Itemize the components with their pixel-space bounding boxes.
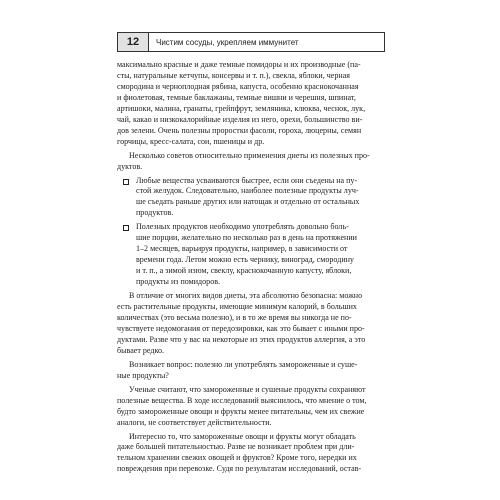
text-line: чай, какао и низкокалорийные изделия из него, орехи, большинство ви- <box>117 114 363 124</box>
bullet-item <box>117 176 383 220</box>
text-line: сты, натуральные кетчупы, консервы и т. п.), свекла, яблоки, черная <box>117 70 350 80</box>
text-line: и т. п., а зимой изюм, свеклу, краснокочанную капусту, яблоки, <box>136 266 352 276</box>
bullet-text <box>136 222 383 288</box>
paragraph <box>117 60 383 148</box>
text-line: бывает редко. <box>117 345 164 355</box>
text-line: дуктами. Разве что у вас на некоторые из этих продуктов аллергия, а это <box>117 334 366 344</box>
text-line: времени года. Летом можно есть чернику, виноград, смородину <box>136 255 354 265</box>
text-line: повреждения при перевозке. Судя по результатам исследований, остав- <box>117 464 362 474</box>
text-line: В отличие от многих видов диеты, эта абсолютно безопасна: можно <box>129 291 363 301</box>
text-line: шие порции, желательно по несколько раз в день на протяжении <box>136 233 357 243</box>
text-line: будто замороженные овощи и фрукты менее питательны, чем их свежие <box>117 406 365 416</box>
paragraph <box>117 151 383 173</box>
text-line: полезные вещества. В ходе исследований выяснилось, что мнение о том, <box>117 395 367 405</box>
text-line: продуктов. <box>136 208 174 218</box>
paragraph <box>117 291 383 357</box>
paragraph <box>117 360 383 382</box>
text-line: Любые вещества усваиваются быстрее, если они съедены на пу- <box>136 175 358 185</box>
text-line: максимально красные и даже темные помидоры и их производные (па- <box>117 60 361 69</box>
text-line: дов зелени. Очень полезны проростки фасоли, гороха, люцерны, семян <box>117 125 362 135</box>
text-line: горчицы, кресс-салата, сои, пшеницы и др. <box>117 136 265 146</box>
paragraph <box>117 432 383 476</box>
text-line: и фиолетовая, темные баклажаны, темные вишни и черешня, шпинат, <box>117 92 356 102</box>
text-line: Ученые считают, что замороженные и сушеные продукты сохраняют <box>129 384 366 394</box>
text-line: ше съедать раньше других или натощак и отдельно от остальных <box>136 197 360 207</box>
text-line: Интересно то, что замороженные овощи и фрукты могут обладать <box>129 431 356 441</box>
text-line: смородина и черноплодная рябина, капуста, особенно краснокочанная <box>117 81 359 91</box>
running-header <box>117 32 385 52</box>
running-title: Чистим сосуды, укрепляем иммунитет <box>156 37 299 47</box>
text-line: чувствуете недомогания от передозировки, как это бывает с иными про- <box>117 323 365 333</box>
text-line: дуктов. <box>117 161 143 171</box>
page-number: 12 <box>118 33 149 51</box>
bullet-item <box>117 222 383 288</box>
page-body <box>117 60 383 475</box>
text-line: аналоги, не соответствует действительности. <box>117 417 272 427</box>
text-line: даже большей питательностью. Разве не возникает проблем при дли- <box>117 442 355 452</box>
paragraph <box>117 385 383 429</box>
text-line: тельном хранении свежих овощей и фруктов? Кроме того, нередки их <box>117 453 357 463</box>
checkbox-bullet-icon <box>123 225 129 231</box>
text-line: Возникает вопрос: полезно ли употреблять замороженные и суше- <box>129 359 358 369</box>
text-line: стой желудок. Следовательно, наиболее полезные продукты луч- <box>136 186 359 196</box>
text-line: Полезных продуктов необходимо употреблять довольно боль- <box>136 222 349 232</box>
bullet-text <box>136 176 383 220</box>
text-line: есть растительные продукты, имеющие минимум калорий, в больших <box>117 302 357 312</box>
text-line: ные продукты? <box>117 370 169 380</box>
text-line: количествах (это весьма полезно), и в то же время вы никогда не по- <box>117 312 352 322</box>
text-line: артишоки, малина, гранаты, грейпфрут, земляника, клюква, чеснок, лук, <box>117 103 366 113</box>
text-line: продукты из помидоров. <box>136 277 221 287</box>
checkbox-bullet-icon <box>123 179 129 185</box>
text-line: Несколько советов относительно применения диеты из полезных про- <box>129 150 370 160</box>
text-line: 1–2 месяцев, варьируя продукты, например, в зависимости от <box>136 244 348 254</box>
